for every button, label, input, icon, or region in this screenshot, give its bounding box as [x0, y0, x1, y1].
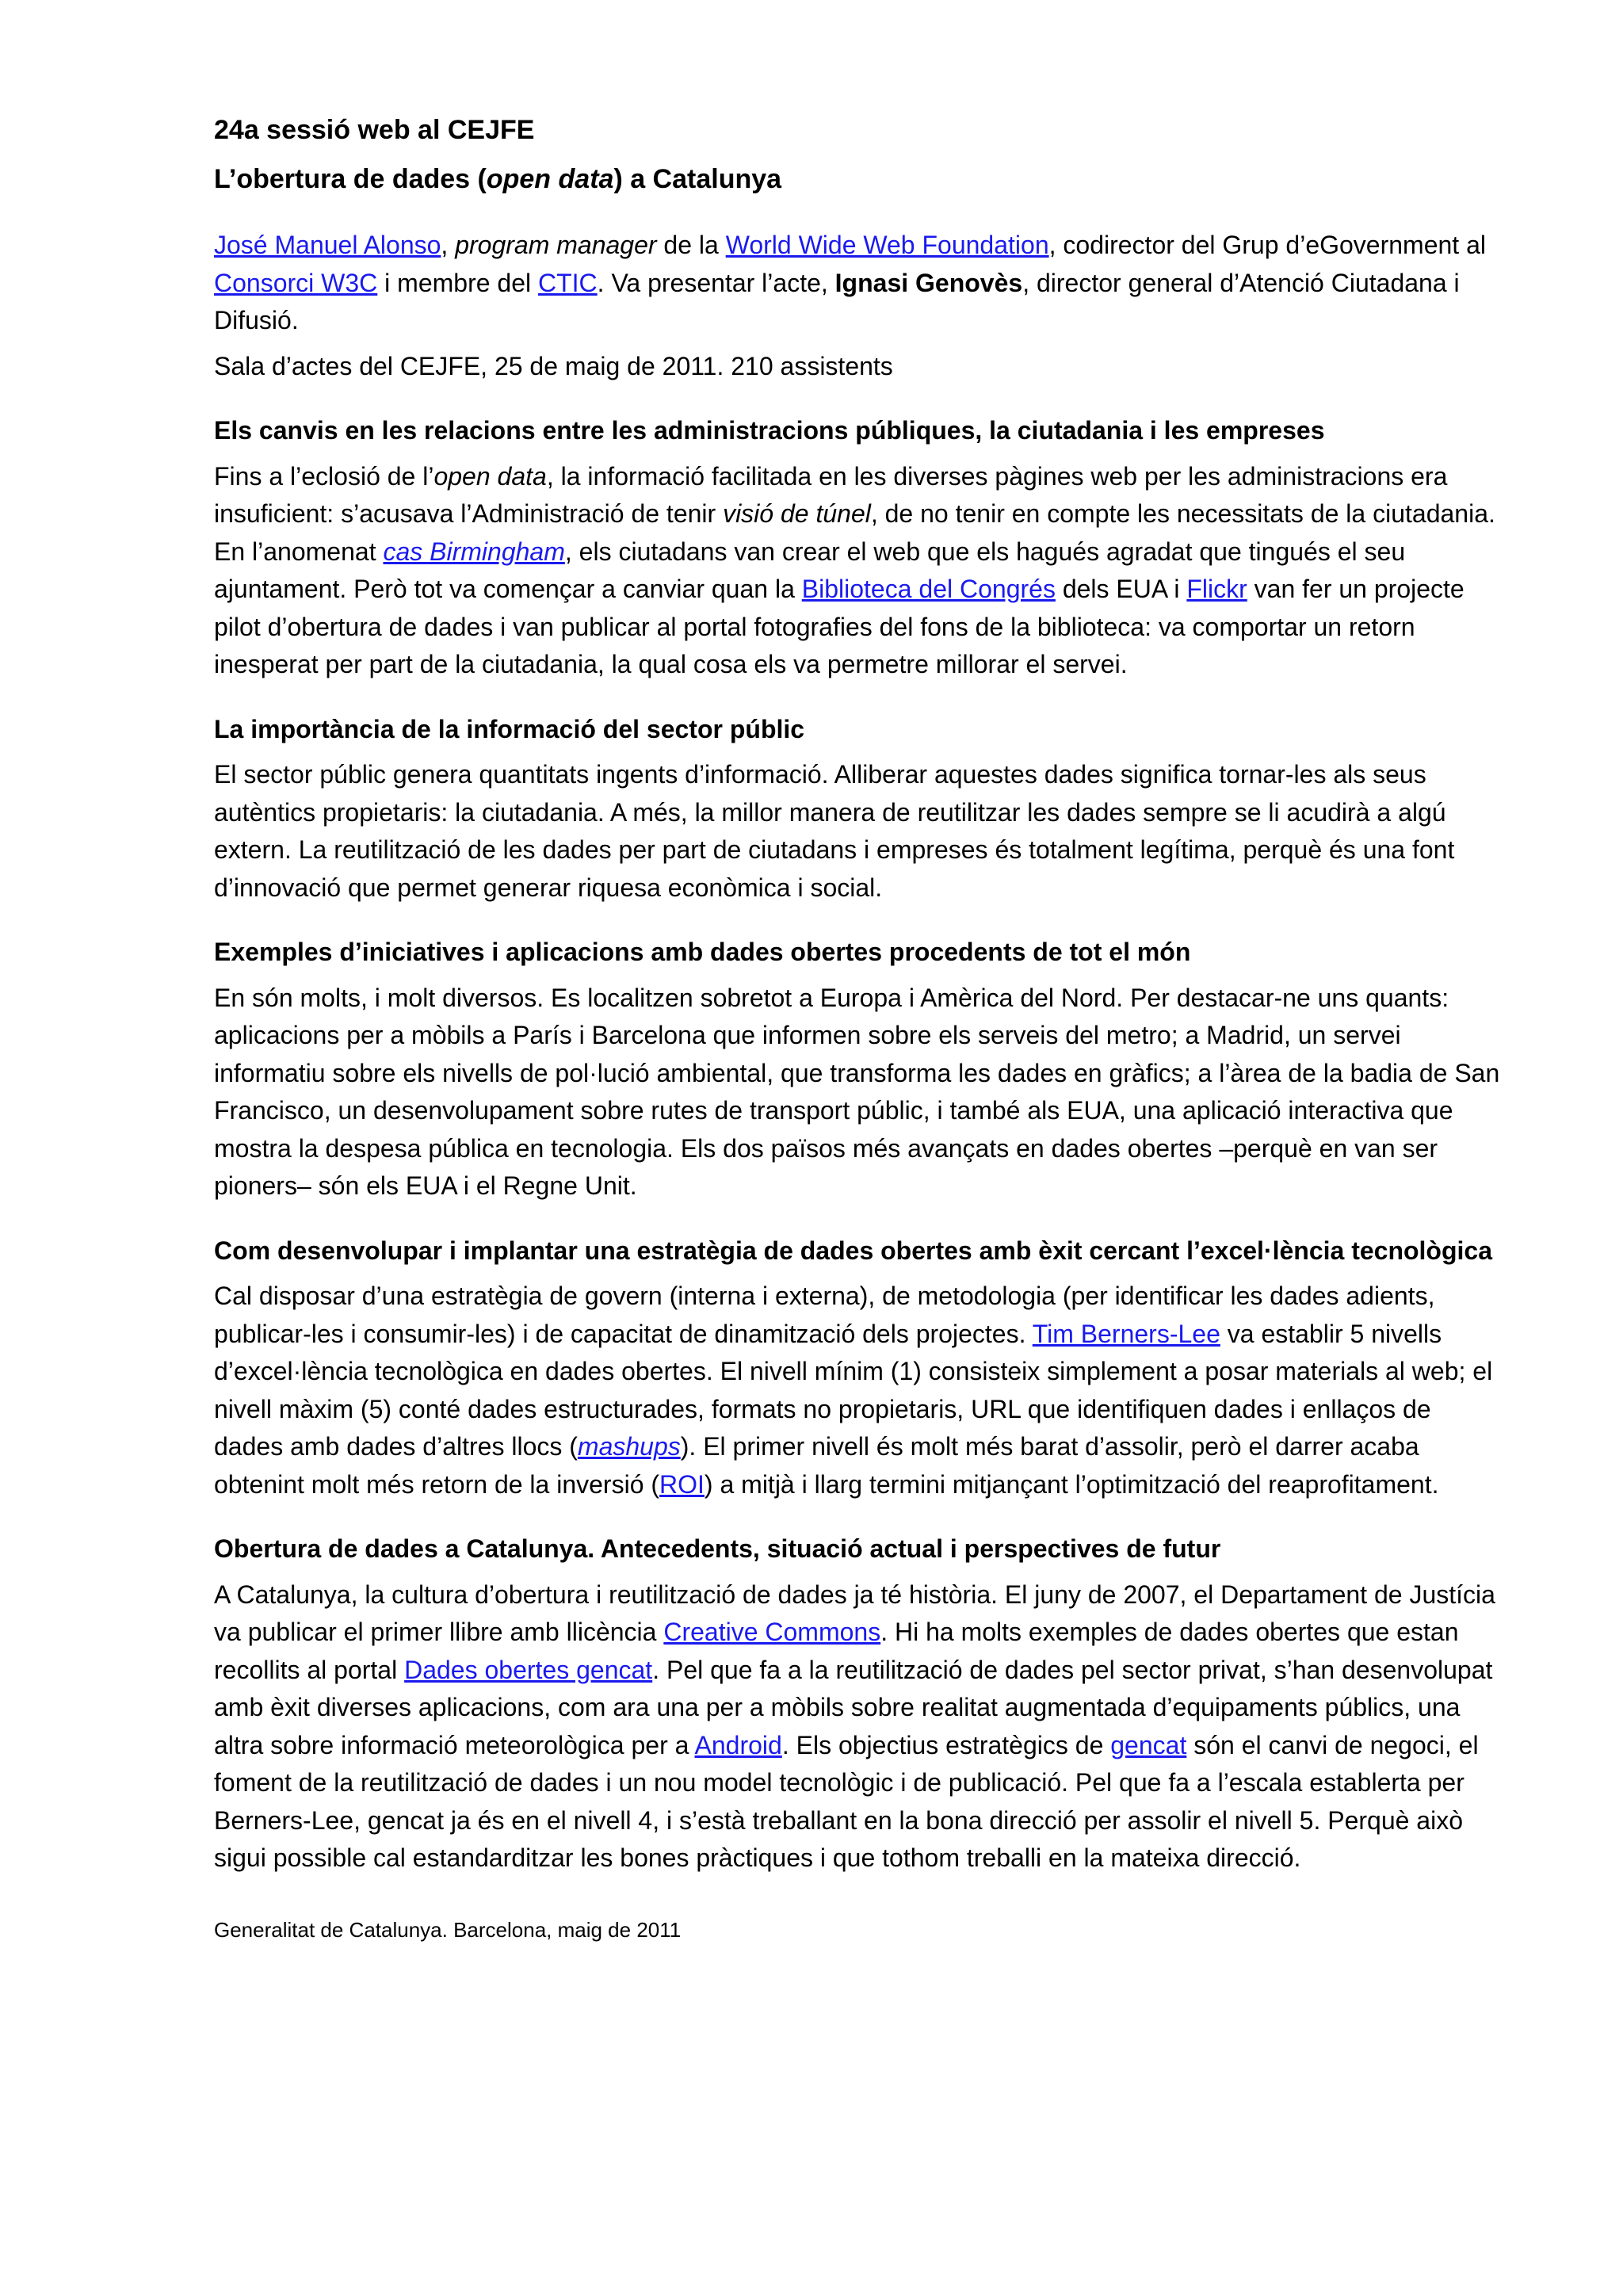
venue-paragraph: Sala d’actes del CEJFE, 25 de maig de 2011. 210 assistents [214, 351, 893, 380]
link-ctic[interactable]: CTIC [538, 268, 598, 297]
section-body-catalunya: A Catalunya, la cultura d’obertura i reutilització de dades ja té història. El juny de 2007, el Departament de Justícia va publicar el primer llibre amb llicència Creative Commons. Hi ha molts exemples de dades obertes que estan recollits al portal Dades obertes gencat. Pel que fa a la reutilització de dades pel sector privat, s’han desenvolupat amb èxit diverses aplicacions, com ara una per a mòbils sobre realitat augmentada d’equipaments públics, una altra sobre informació meteorològica per a Android. Els objectius estratègics de gencat són el canvi de negoci, el foment de la reutilització de dades i un nou model tecnològic i de publicació. Pel que fa a l’escala establerta per Berners-Lee, gencat ja és en el nivell 4, i s’està treballant en la bona direcció per assolir el nivell 5. Perquè això sigui possible cal estandarditzar les bones pràctiques i que tothom treballi en la mateixa direcció. [214, 1580, 1495, 1872]
link-mashups[interactable]: mashups [577, 1432, 681, 1461]
section-heading-estrategia: Com desenvolupar i implantar una estratègia de dades obertes amb èxit cercant l’excel·lència tecnològica [214, 1236, 1492, 1265]
link-tim-berners-lee[interactable]: Tim Berners-Lee [1032, 1319, 1220, 1348]
link-world-wide-web-foundation[interactable]: World Wide Web Foundation [725, 231, 1049, 259]
link-jose-manuel-alonso[interactable]: José Manuel Alonso [214, 231, 441, 259]
section-body-importancia: El sector públic genera quantitats ingents d’informació. Alliberar aquestes dades significa tornar-les als seus autèntics propietaris: la ciutadania. A més, la millor manera de reutilitzar les dades sempre se li acudirà a algú extern. La reutilització de les dades per part de ciutadans i empreses és totalment legítima, perquè és una font d’innovació que permet generar riquesa econòmica i social. [214, 760, 1455, 902]
link-gencat[interactable]: gencat [1110, 1730, 1187, 1759]
open-data-term: open data [486, 164, 614, 194]
link-consorci-w3c[interactable]: Consorci W3C [214, 268, 378, 297]
section-heading-canvis: Els canvis en les relacions entre les administracions públiques, la ciutadania i les empreses [214, 416, 1325, 445]
link-flickr[interactable]: Flickr [1186, 575, 1247, 603]
section-body-exemples: En són molts, i molt diversos. Es localitzen sobretot a Europa i Amèrica del Nord. Per destacar-ne uns quants: aplicacions per a mòbils a París i Barcelona que informen sobre els serveis del metro; a Madrid, un servei informatiu sobre els nivells de pol·lució ambiental, que transforma les dades en gràfics; a l’àrea de la badia de San Francisco, un desenvolupament sobre rutes de transport públic, i també als EUA, una aplicació interactiva que mostra la despesa pública en tecnologia. Els dos països més avançats en dades obertes –perquè en van ser pioners– són els EUA i el Regne Unit. [214, 983, 1500, 1200]
link-cas-birmingham[interactable]: cas Birmingham [383, 537, 565, 566]
link-creative-commons[interactable]: Creative Commons [663, 1618, 881, 1646]
footer-note: Generalitat de Catalunya. Barcelona, maig de 2011 [214, 1917, 682, 1942]
link-biblioteca-congres[interactable]: Biblioteca del Congrés [801, 575, 1056, 603]
link-roi[interactable]: ROI [659, 1469, 705, 1499]
document-page [214, 111, 1506, 1944]
document-title: L’obertura de dades (open data) a Catalunya [214, 164, 782, 194]
section-body-estrategia: Cal disposar d’una estratègia de govern (interna i externa), de metodologia (per identificar les dades adients, publicar-les i consumir-les) i de capacitat de dinamització dels projectes. Tim Berners-Lee va establir 5 nivells d’excel·lència tecnològica en dades obertes. El nivell mínim (1) consisteix simplement a posar materials al web; el nivell màxim (5) conté dades estructurades, formats no propietaris, URL que identifiquen dades i enllaços de dades amb dades d’altres llocs (mashups). El primer nivell és molt més barat d’assolir, però el darrer acaba obtenint molt més retorn de la inversió (ROI) a mitjà i llarg termini mitjançant l’optimització del reaprofitament. [214, 1282, 1493, 1499]
link-android[interactable]: Android [694, 1730, 782, 1759]
link-dades-obertes-gencat[interactable]: Dades obertes gencat [404, 1655, 653, 1684]
section-body-canvis: Fins a l’eclosió de l’open data, la informació facilitada en les diverses pàgines web per les administracions era insuficient: s’acusava l’Administració de tenir visió de túnel, de no tenir en compte les necessitats de la ciutadania. En l’anomenat cas Birmingham, els ciutadans van crear el web que els hagués agradat que tingués el seu ajuntament. Però tot va començar a canviar quan la Biblioteca del Congrés dels EUA i Flickr van fer un projecte pilot d’obertura de dades i van publicar al portal fotografies del fons de la biblioteca: va comportar un retorn inesperat per part de la ciutadania, la qual cosa els va permetre millorar el servei. [214, 461, 1495, 678]
section-heading-exemples: Exemples d’iniciatives i aplicacions amb dades obertes procedents de tot el món [214, 938, 1191, 966]
section-heading-catalunya: Obertura de dades a Catalunya. Antecedents, situació actual i perspectives de futur [214, 1534, 1221, 1563]
section-heading-importancia: La importància de la informació del sector públic [214, 714, 805, 743]
intro-paragraph: José Manuel Alonso, program manager de la World Wide Web Foundation, codirector del Grup d’eGovernment al Consorci W3C i membre del CTIC. Va presentar l’acte, Ignasi Genovès, director general d’Atenció Ciutadana i Difusió. [214, 231, 1486, 334]
presenter-name: Ignasi Genovès [834, 268, 1023, 297]
session-title: 24a sessió web al CEJFE [214, 115, 535, 145]
